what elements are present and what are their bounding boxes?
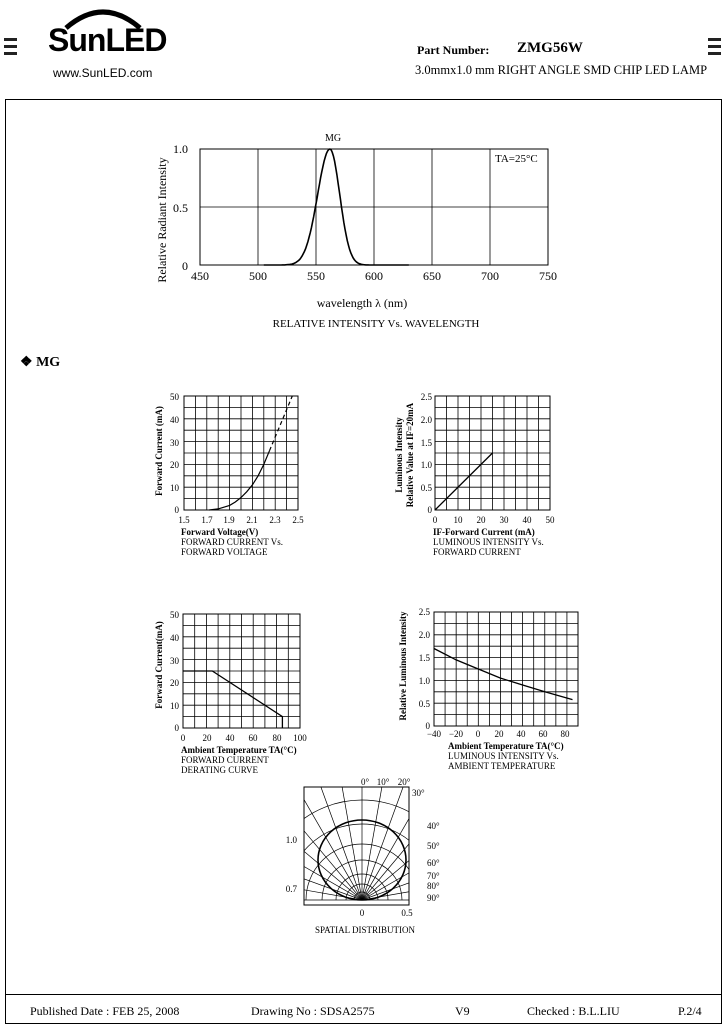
angle-label: 30° bbox=[412, 788, 425, 798]
logo: SunLED bbox=[48, 22, 167, 58]
angle-label: 20° bbox=[397, 777, 411, 787]
y-tick-label: 0.5 bbox=[420, 483, 432, 493]
chart-title: FORWARD CURRENT bbox=[181, 755, 269, 765]
chart-title: DERATING CURVE bbox=[181, 765, 259, 775]
chart-title: FORWARD CURRENT Vs. bbox=[181, 537, 283, 547]
x-tick-label: 40 bbox=[522, 515, 532, 525]
plot-area bbox=[200, 149, 548, 265]
x-tick-label: 0 bbox=[180, 733, 186, 743]
website-url: www.SunLED.com bbox=[53, 66, 153, 80]
series-line bbox=[183, 671, 282, 728]
x-tick-label: 1.5 bbox=[178, 515, 190, 525]
y-axis-label: Relative Luminous Intensity bbox=[398, 611, 408, 721]
drawing-number: Drawing No : SDSA2575 bbox=[251, 1004, 375, 1018]
chart-title: RELATIVE INTENSITY Vs. WAVELENGTH bbox=[272, 318, 480, 330]
section-label: ❖ MG bbox=[20, 355, 61, 370]
series-line-dashed bbox=[270, 396, 293, 451]
x-tick-label: 0 bbox=[475, 729, 481, 739]
x-tick-label: 30 bbox=[499, 515, 509, 525]
x-tick-label: 500 bbox=[249, 269, 267, 283]
chart-title: AMBIENT TEMPERATURE bbox=[448, 761, 556, 771]
y-tick-label: 2.0 bbox=[418, 630, 430, 640]
x-axis-label: Ambient Temperature TA(°C) bbox=[181, 745, 297, 755]
plot-area bbox=[434, 612, 578, 726]
x-tick-label: −40 bbox=[426, 729, 442, 739]
y-tick-label: 0.7 bbox=[285, 884, 297, 894]
plot-area bbox=[183, 614, 300, 728]
part-number: ZMG56W bbox=[517, 40, 583, 56]
page-number: P.2/4 bbox=[678, 1004, 702, 1018]
x-tick-label: 100 bbox=[293, 733, 307, 743]
x-axis-label: wavelength λ (nm) bbox=[316, 296, 408, 310]
y-tick-label: 1.5 bbox=[418, 653, 430, 663]
y-tick-label: 1.0 bbox=[285, 835, 297, 845]
spectrum-chart bbox=[140, 120, 580, 342]
x-tick-label: 20 bbox=[202, 733, 212, 743]
y-tick-label: 2.5 bbox=[418, 607, 430, 617]
y-tick-label: 1.0 bbox=[418, 676, 430, 686]
plot-area bbox=[435, 396, 550, 510]
y-axis-label: Forward Current(mA) bbox=[154, 621, 164, 709]
chart-title: LUMINOUS INTENSITY Vs. bbox=[448, 751, 559, 761]
angle-label: 40° bbox=[427, 821, 440, 831]
angle-label: 10° bbox=[376, 777, 390, 787]
radial-line bbox=[270, 840, 362, 900]
y-tick-label: 50 bbox=[170, 392, 179, 402]
checked-by: Checked : B.L.LIU bbox=[527, 1004, 620, 1018]
y-axis-label: Relative Value at IF=20mA bbox=[405, 402, 415, 508]
version: V9 bbox=[455, 1004, 470, 1018]
plot-area bbox=[184, 396, 298, 510]
footer-divider bbox=[5, 994, 722, 995]
y-tick-label: 30 bbox=[170, 438, 179, 448]
y-tick-label: 40 bbox=[170, 633, 179, 643]
menu-icon[interactable] bbox=[4, 38, 17, 59]
published-date: Published Date : FEB 25, 2008 bbox=[30, 1004, 180, 1018]
radial-line bbox=[270, 879, 362, 900]
x-tick-label: 10 bbox=[453, 515, 463, 525]
y-tick-label: 2.0 bbox=[420, 415, 432, 425]
y-tick-label: 0 bbox=[425, 721, 430, 731]
spatial-distribution-chart bbox=[270, 775, 450, 937]
angle-label: 0° bbox=[360, 777, 370, 787]
x-tick-label: 2.3 bbox=[269, 515, 281, 525]
part-number-label: Part Number: bbox=[417, 43, 490, 57]
x-tick-label: 60 bbox=[248, 733, 258, 743]
iv-chart bbox=[150, 385, 320, 570]
x-tick-label: 60 bbox=[538, 729, 548, 739]
x-tick-label: 1.9 bbox=[223, 515, 235, 525]
y-axis-label: Luminous Intensity bbox=[394, 417, 404, 493]
angle-label: 90° bbox=[427, 893, 440, 903]
y-tick-label: 1.0 bbox=[420, 460, 432, 470]
x-axis-label: Ambient Temperature TA(°C) bbox=[448, 741, 564, 751]
y-axis-label: Forward Current (mA) bbox=[154, 406, 164, 496]
chart-title: FORWARD VOLTAGE bbox=[181, 547, 268, 557]
x-tick-label: 2.1 bbox=[246, 515, 258, 525]
x-tick-label: 20 bbox=[476, 515, 486, 525]
angle-label: 70° bbox=[427, 871, 440, 881]
x-tick-label: 0.5 bbox=[401, 908, 413, 918]
y-tick-label: 20 bbox=[170, 460, 179, 470]
x-tick-label: 80 bbox=[272, 733, 282, 743]
condition-label: TA=25°C bbox=[495, 153, 538, 165]
menu-icon[interactable] bbox=[708, 38, 721, 59]
x-tick-label: 2.5 bbox=[292, 515, 304, 525]
x-tick-label: 40 bbox=[225, 733, 235, 743]
radial-line bbox=[270, 859, 362, 900]
y-tick-label: 30 bbox=[170, 656, 179, 666]
angle-label: 80° bbox=[427, 881, 440, 891]
x-tick-label: −20 bbox=[448, 729, 464, 739]
x-tick-label: 600 bbox=[365, 269, 383, 283]
x-tick-label: 450 bbox=[191, 269, 209, 283]
x-tick-label: 1.7 bbox=[201, 515, 213, 525]
luminous-temperature-chart bbox=[393, 600, 588, 775]
x-tick-label: 550 bbox=[307, 269, 325, 283]
y-tick-label: 0 bbox=[182, 259, 188, 273]
y-tick-label: 10 bbox=[170, 701, 179, 711]
y-tick-label: 0 bbox=[174, 723, 179, 733]
x-tick-label: 0 bbox=[359, 908, 365, 918]
luminous-current-chart bbox=[393, 385, 568, 570]
x-tick-label: 80 bbox=[560, 729, 570, 739]
x-tick-label: 700 bbox=[481, 269, 499, 283]
x-axis-label: IF-Forward Current (mA) bbox=[433, 527, 535, 537]
y-tick-label: 0 bbox=[174, 505, 179, 515]
y-axis-label: Relative Radiant Intensity bbox=[155, 157, 169, 283]
y-tick-label: 1.5 bbox=[420, 438, 432, 448]
y-tick-label: 10 bbox=[170, 483, 179, 493]
derating-chart bbox=[150, 603, 330, 778]
x-axis-label: Forward Voltage(V) bbox=[181, 527, 259, 537]
y-tick-label: 50 bbox=[170, 610, 179, 620]
x-tick-label: 750 bbox=[539, 269, 557, 283]
x-tick-label: 50 bbox=[545, 515, 555, 525]
chart-title: FORWARD CURRENT bbox=[433, 547, 521, 557]
angle-label: 50° bbox=[427, 841, 440, 851]
x-tick-label: 0 bbox=[432, 515, 438, 525]
y-tick-label: 2.5 bbox=[420, 392, 432, 402]
y-tick-label: 20 bbox=[170, 678, 179, 688]
peak-label: MG bbox=[324, 133, 342, 144]
diamond-icon: ❖ bbox=[20, 355, 33, 370]
y-tick-label: 40 bbox=[170, 415, 179, 425]
arc-line bbox=[270, 800, 450, 900]
part-description: 3.0mmx1.0 mm RIGHT ANGLE SMD CHIP LED LAMP bbox=[415, 63, 708, 77]
y-tick-label: 0.5 bbox=[418, 699, 430, 709]
chart-title: SPATIAL DISTRIBUTION bbox=[314, 925, 416, 935]
chart-title: LUMINOUS INTENSITY Vs. bbox=[433, 537, 544, 547]
x-tick-label: 20 bbox=[494, 729, 504, 739]
y-tick-label: 0.5 bbox=[173, 201, 188, 215]
y-tick-label: 0 bbox=[427, 505, 432, 515]
x-tick-label: 40 bbox=[516, 729, 526, 739]
x-tick-label: 650 bbox=[423, 269, 441, 283]
angle-label: 60° bbox=[427, 858, 440, 868]
series-line bbox=[435, 453, 493, 510]
y-tick-label: 1.0 bbox=[173, 142, 188, 156]
